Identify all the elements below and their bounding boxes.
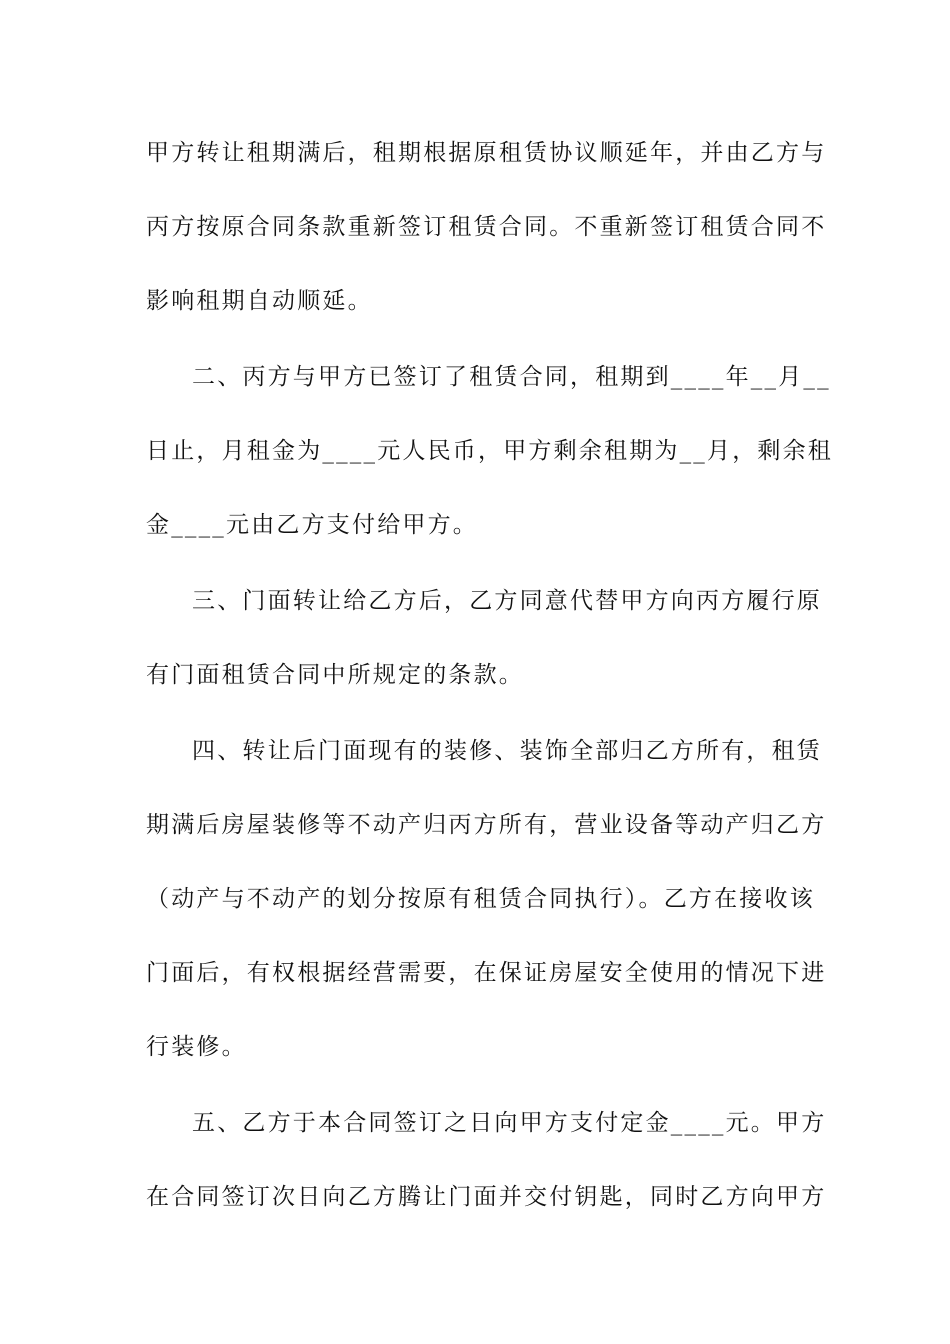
text-line: 金____元由乙方支付给甲方。 [146, 512, 478, 538]
text-line: 期满后房屋装修等不动产归丙方所有，营业设备等动产归乙方 [146, 812, 827, 838]
paragraph-four-first-line: 四、转让后门面现有的装修、装饰全部归乙方所有，租赁 [192, 738, 822, 764]
text-line: 在合同签订次日向乙方腾让门面并交付钥匙，同时乙方向甲方 [146, 1184, 827, 1210]
text-line: 日止，月租金为____元人民币，甲方剩余租期为__月，剩余租 [146, 438, 833, 464]
text-line: 有门面租赁合同中所规定的条款。 [146, 662, 524, 688]
text-line: （动产与不动产的划分按原有租赁合同执行）。乙方在接收该 [146, 886, 815, 912]
text-line: 行装修。 [146, 1034, 247, 1060]
paragraph-five-first-line: 五、乙方于本合同签订之日向甲方支付定金____元。甲方 [192, 1110, 827, 1136]
text-line: 影响租期自动顺延。 [146, 288, 373, 314]
paragraph-three-first-line: 三、门面转让给乙方后，乙方同意代替甲方向丙方履行原 [192, 588, 822, 614]
text-line: 甲方转让租期满后，租期根据原租赁协议顺延年，并由乙方与 [146, 140, 827, 166]
text-line: 丙方按原合同条款重新签订租赁合同。不重新签订租赁合同不 [146, 214, 827, 240]
paragraph-two-first-line: 二、丙方与甲方已签订了租赁合同，租期到____年__月__ [192, 364, 831, 390]
text-line: 门面后，有权根据经营需要，在保证房屋安全使用的情况下进 [146, 960, 827, 986]
